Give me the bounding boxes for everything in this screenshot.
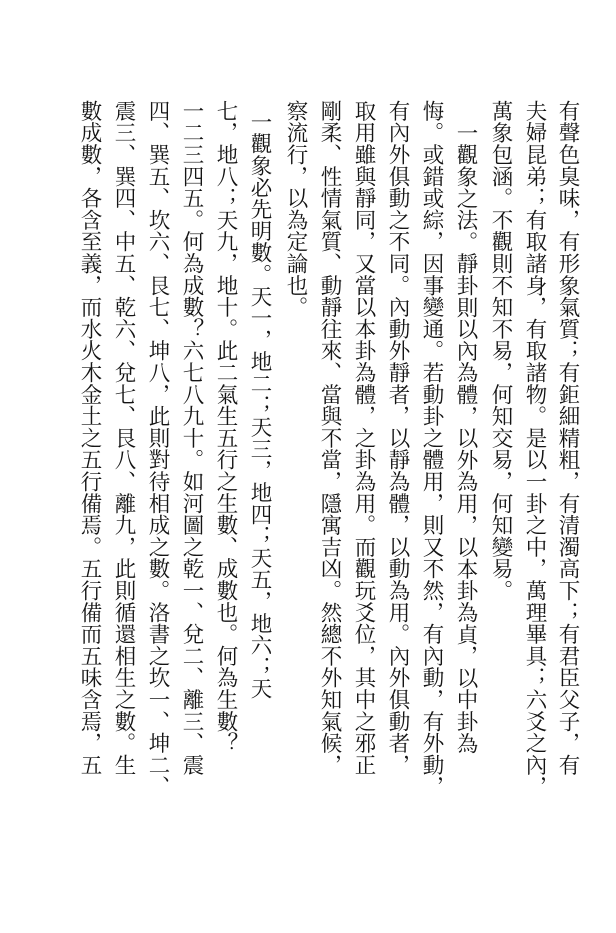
text-column-12: 一二三四五。何為成數？六七八九十。如河圖之乾一、兌二、離三、震 — [179, 100, 204, 776]
text-column-1: 有聲色臭味，有形象氣質；有鉅細精粗，有清濁高下；有君臣父子，有 — [555, 100, 580, 776]
text-column-4: 一觀象之法。靜卦則以內為體，以外為用，以本卦為貞，以中卦為 — [453, 122, 478, 755]
text-column-3: 萬象包涵。不觀則不知不易，何知交易，何知變易。 — [488, 100, 513, 602]
text-column-11: 七，地八；天九，地十。此二氣生五行之生數、成數也。何為生數？ — [213, 100, 238, 754]
text-column-6: 有內外俱動之不同。內動外靜者，以靜為體，以動為用。內外俱動者， — [385, 100, 410, 776]
text-column-10: 一觀象必先明數。天一，地二；天三，地四；天五，地六；天 — [247, 111, 272, 700]
text-column-15: 數成數，各含至義，而水火木金土之五行備焉。五行備而五味含焉，五 — [77, 100, 102, 776]
text-column-9: 察流行，以為定論也。 — [283, 100, 308, 318]
text-column-13: 四、巽五、坎六、艮七、坤八，此則對待相成之數。洛書之坎一、坤二、 — [145, 100, 170, 798]
text-column-2: 夫婦昆弟；有取諸身，有取諸物。是以一卦之中，萬理畢具；六爻之內， — [522, 100, 547, 798]
text-column-8: 剛柔、性情氣質、動靜往來、當與不當，隱寓吉凶。然總不外知氣候， — [317, 100, 342, 776]
text-column-5: 悔。或錯或綜，因事變通。若動卦之體用，則又不然，有內動，有外動， — [419, 100, 444, 798]
text-column-14: 震三、巽四、中五、乾六、兌七、艮八、離九，此則循還相生之數。生 — [111, 100, 136, 776]
text-column-7: 取用雖與靜同，又當以本卦為體，之卦為用。而觀玩爻位，其中之邪正 — [351, 100, 376, 776]
